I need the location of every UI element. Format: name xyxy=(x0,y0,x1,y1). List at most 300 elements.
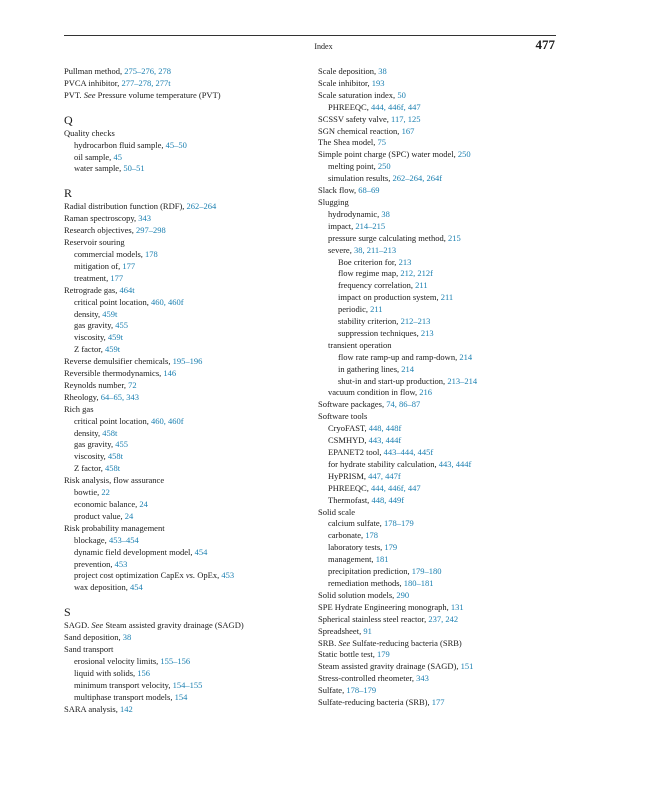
entry-term: calcium sulfate, xyxy=(328,518,384,529)
entry-term: Sand transport xyxy=(64,644,114,655)
index-entry xyxy=(64,66,299,78)
index-subentry xyxy=(64,163,299,175)
index-entry xyxy=(64,644,299,656)
entry-term: precipitation prediction, xyxy=(328,566,412,577)
index-entry xyxy=(318,149,563,161)
index-entry xyxy=(64,213,299,225)
page-reference-link[interactable]: 213 xyxy=(398,256,412,267)
page-reference-link[interactable]: 177 xyxy=(110,272,124,283)
index-subentry xyxy=(318,447,563,459)
entry-term: SRB. xyxy=(318,637,339,648)
page-reference-link[interactable]: 178–179 xyxy=(383,518,414,529)
entry-term: gas gravity, xyxy=(74,320,116,331)
entry-term: Solid solution models, xyxy=(318,589,397,600)
page-reference-link[interactable]: 214 xyxy=(401,363,415,374)
entry-term: impact on production system, xyxy=(338,292,441,303)
page-reference-link[interactable]: 453 xyxy=(221,570,235,581)
section-letter: Q xyxy=(64,112,73,127)
entry-term: prevention, xyxy=(74,558,115,569)
index-entry xyxy=(64,704,299,716)
page-reference-link[interactable]: 74, 86–87 xyxy=(386,399,421,410)
page-reference-link[interactable]: 181 xyxy=(375,554,389,565)
page-reference-link[interactable]: 179 xyxy=(384,542,398,553)
page-reference-link[interactable]: 151 xyxy=(460,661,474,672)
index-entry xyxy=(64,78,299,90)
page-reference-link[interactable]: 146 xyxy=(163,368,177,379)
index-subentry xyxy=(318,376,563,388)
index-subentry xyxy=(64,249,299,261)
page-reference-link[interactable]: 214–215 xyxy=(355,220,386,231)
page-reference-link[interactable]: 22 xyxy=(101,487,110,498)
page-reference-link[interactable]: 453–454 xyxy=(108,534,139,545)
entry-term: Sand deposition, xyxy=(64,632,123,643)
entry-term: multiphase transport models, xyxy=(74,691,175,702)
entry-term: Sulfate-reducing bacteria (SRB), xyxy=(318,697,432,708)
page-reference-link[interactable]: 250 xyxy=(457,149,471,160)
index-subentry xyxy=(318,387,563,399)
page-reference-link[interactable]: 68–69 xyxy=(358,185,380,196)
entry-term: SARA analysis, xyxy=(64,703,120,714)
index-subentry xyxy=(64,273,299,285)
page-reference-link[interactable]: 343 xyxy=(138,213,152,224)
page-reference-link[interactable]: 38 xyxy=(378,66,387,76)
entry-term: Retrograde gas, xyxy=(64,284,120,295)
entry-term: product value, xyxy=(74,510,125,521)
index-subentry xyxy=(318,268,563,280)
index-subentry xyxy=(64,416,299,428)
page-reference-link[interactable]: 177 xyxy=(122,260,136,271)
page-reference-link[interactable]: 212–213 xyxy=(400,316,431,327)
index-entry xyxy=(318,649,563,661)
entry-term: blockage, xyxy=(74,534,109,545)
entry-term: pressure surge calculating method, xyxy=(328,232,448,243)
entry-term: hydrodynamic, xyxy=(328,208,382,219)
page-reference-link[interactable]: 275–276, 278 xyxy=(124,66,171,76)
entry-term: SCSSV safety valve, xyxy=(318,113,392,124)
entry-term: Spreadsheet, xyxy=(318,625,364,636)
index-entry xyxy=(64,404,299,416)
page-reference-link[interactable]: 50 xyxy=(397,89,406,100)
page-reference-link[interactable]: 45–50 xyxy=(165,139,187,150)
page-reference-link[interactable]: 45 xyxy=(113,151,122,162)
index-entry xyxy=(64,523,299,535)
page-reference-link[interactable]: 38 xyxy=(122,632,132,643)
entry-term: Research objectives, xyxy=(64,225,136,236)
see-reference-label: See xyxy=(338,637,351,648)
entry-term: suppression techniques, xyxy=(338,327,421,338)
index-column-right xyxy=(318,66,563,709)
entry-term: Software tools xyxy=(318,411,368,422)
page-reference-link[interactable]: 213–214 xyxy=(447,375,478,386)
page-reference-link[interactable]: 193 xyxy=(371,77,385,88)
page-reference-link[interactable]: 250 xyxy=(377,161,391,172)
page-reference-link[interactable]: 117, 125 xyxy=(391,113,421,124)
index-subentry xyxy=(318,578,563,590)
index-subentry xyxy=(64,320,299,332)
index-subentry xyxy=(318,554,563,566)
page-reference-link[interactable]: 237, 242 xyxy=(428,613,459,624)
index-entry xyxy=(64,128,299,140)
index-entry xyxy=(318,685,563,697)
entry-term: stability criterion, xyxy=(338,316,401,327)
page-reference-link[interactable]: 277–278, 277t xyxy=(121,77,171,88)
entry-term: vacuum condition in flow, xyxy=(328,387,420,398)
index-subentry xyxy=(318,304,563,316)
index-subentry xyxy=(64,487,299,499)
page-reference-link[interactable]: 443, 444f xyxy=(438,458,472,469)
section-letter: S xyxy=(64,605,71,620)
page-reference-link[interactable]: 179–180 xyxy=(411,566,442,577)
index-entry xyxy=(318,66,563,78)
entry-term: for hydrate stability calculation, xyxy=(328,458,439,469)
index-subentry xyxy=(318,280,563,292)
page-reference-link[interactable]: 131 xyxy=(450,601,464,612)
page-reference-link[interactable]: 216 xyxy=(419,387,433,398)
index-entry xyxy=(318,614,563,626)
entry-term: remediation methods, xyxy=(328,577,404,588)
entry-term: density, xyxy=(74,308,103,319)
page-reference-link[interactable]: 75 xyxy=(377,137,386,148)
page-reference-link[interactable]: 459t xyxy=(102,308,118,319)
index-subentry xyxy=(318,459,563,471)
entry-term: HyPRISM, xyxy=(328,470,369,481)
entry-term: dynamic field development model, xyxy=(74,546,195,557)
entry-term: Quality checks xyxy=(64,127,115,138)
page-reference-link[interactable]: 460, 460f xyxy=(150,415,184,426)
entry-term: Reservoir souring xyxy=(64,237,125,248)
entry-term: density, xyxy=(74,427,103,438)
index-subentry xyxy=(64,463,299,475)
page-reference-link[interactable]: 444, 446f, 447 xyxy=(370,482,421,493)
index-subentry xyxy=(318,471,563,483)
index-entry xyxy=(64,380,299,392)
see-reference-target: OpEx, xyxy=(195,570,222,581)
index-entry xyxy=(318,602,563,614)
index-entry xyxy=(64,225,299,237)
entry-term: PHREEQC, xyxy=(328,482,371,493)
entry-term: Stress-controlled rheometer, xyxy=(318,673,417,684)
entry-term: flow rate ramp-up and ramp-down, xyxy=(338,351,460,362)
index-subentry xyxy=(318,102,563,114)
page-reference-link[interactable]: 154 xyxy=(174,691,188,702)
page-reference-link[interactable]: 455 xyxy=(115,320,128,331)
entry-term: SPE Hydrate Engineering monograph, xyxy=(318,601,451,612)
index-entry xyxy=(64,237,299,249)
index-subentry xyxy=(64,439,299,451)
index-subentry xyxy=(318,483,563,495)
index-entry xyxy=(64,90,299,102)
entry-term: Boe criterion for, xyxy=(338,256,399,267)
index-subentry xyxy=(318,518,563,530)
entry-term: impact, xyxy=(328,220,356,231)
index-entry xyxy=(318,411,563,423)
index-entry xyxy=(318,507,563,519)
index-subentry xyxy=(64,309,299,321)
index-entry xyxy=(318,114,563,126)
page-reference-link[interactable]: 453 xyxy=(114,558,128,569)
index-entry xyxy=(318,673,563,685)
index-entry xyxy=(64,475,299,487)
entry-term: Rheology, xyxy=(64,391,101,402)
index-subentry xyxy=(64,451,299,463)
entry-term: The Shea model, xyxy=(318,137,378,148)
see-reference-target: Sulfate-reducing bacteria (SRB) xyxy=(350,637,462,648)
page-reference-link[interactable]: 178 xyxy=(145,248,158,259)
page-reference-link[interactable]: 38 xyxy=(381,208,390,219)
page-reference-link[interactable]: 455 xyxy=(115,439,128,450)
running-head: Index xyxy=(314,42,333,51)
entry-term: PVT. xyxy=(64,89,84,100)
index-subentry xyxy=(64,582,299,594)
page-reference-link[interactable]: 180–181 xyxy=(403,577,434,588)
index-subentry xyxy=(64,656,299,668)
page-reference-link[interactable]: 454 xyxy=(194,546,208,557)
index-subentry xyxy=(318,292,563,304)
index-subentry xyxy=(64,261,299,273)
page-reference-link[interactable]: 343 xyxy=(416,673,429,684)
index-entry xyxy=(64,392,299,404)
index-entry xyxy=(318,197,563,209)
page-reference-link[interactable]: 213 xyxy=(420,327,434,338)
index-subentry xyxy=(318,364,563,376)
index-entry xyxy=(64,368,299,380)
page-number: 477 xyxy=(535,37,555,52)
index-subentry xyxy=(64,332,299,344)
entry-term: Rich gas xyxy=(64,403,94,414)
page-reference-link[interactable]: 464t xyxy=(119,284,135,295)
page-reference-link[interactable]: 262–264, 264f xyxy=(392,173,443,184)
entry-term: Sulfate, xyxy=(318,685,347,696)
see-reference-label: vs. xyxy=(185,570,196,581)
page-reference-link[interactable]: 447, 447f xyxy=(368,470,401,481)
index-subentry xyxy=(318,423,563,435)
index-subentry xyxy=(318,566,563,578)
entry-term: PHREEQC, xyxy=(328,101,371,112)
entry-term: carbonate, xyxy=(328,530,366,541)
entry-term: in gathering lines, xyxy=(338,363,402,374)
page-reference-link[interactable]: 179 xyxy=(377,649,390,660)
index-entry xyxy=(318,399,563,411)
index-subentry xyxy=(318,435,563,447)
page-reference-link[interactable]: 91 xyxy=(363,625,372,636)
page-reference-link[interactable]: 212, 212f xyxy=(400,268,433,279)
index-entry xyxy=(64,620,299,632)
index-subentry xyxy=(318,233,563,245)
index-entry xyxy=(64,632,299,644)
entry-term: economic balance, xyxy=(74,499,140,509)
page-reference-link[interactable]: 142 xyxy=(119,703,133,714)
page-reference-link[interactable]: 448, 448f xyxy=(368,423,402,434)
page-reference-link[interactable]: 177 xyxy=(431,697,445,708)
section-letter: R xyxy=(64,186,73,201)
index-entry xyxy=(318,626,563,638)
index-subentry xyxy=(318,209,563,221)
index-subentry xyxy=(318,316,563,328)
index-entry xyxy=(318,137,563,149)
page-reference-link[interactable]: 448, 449f xyxy=(371,494,405,505)
entry-term: periodic, xyxy=(338,304,371,315)
entry-term: Scale inhibitor, xyxy=(318,77,372,88)
see-reference-label: See xyxy=(91,620,104,631)
page-reference-link[interactable]: 167 xyxy=(401,125,415,136)
entry-term: Pullman method, xyxy=(64,66,125,76)
page-reference-link[interactable]: 262–264 xyxy=(186,201,217,212)
index-subentry xyxy=(64,535,299,547)
entry-term: Scale saturation index, xyxy=(318,89,398,100)
entry-term: project cost optimization CapEx xyxy=(74,570,186,581)
entry-term: simulation results, xyxy=(328,173,393,184)
index-subentry xyxy=(318,542,563,554)
page-reference-link[interactable]: 211 xyxy=(415,280,428,291)
index-subentry xyxy=(318,161,563,173)
index-subentry xyxy=(64,570,299,582)
index-subentry xyxy=(318,257,563,269)
entry-term: frequency correlation, xyxy=(338,280,416,291)
header-rule xyxy=(64,35,556,36)
entry-term: Steam assisted gravity drainage (SAGD), xyxy=(318,661,461,672)
entry-term: hydrocarbon fluid sample, xyxy=(74,139,166,150)
entry-term: laboratory tests, xyxy=(328,542,385,553)
page-reference-link[interactable]: 155–156 xyxy=(160,655,191,666)
entry-term: minimum transport velocity, xyxy=(74,679,173,690)
index-subentry xyxy=(64,499,299,511)
entry-term: liquid with solids, xyxy=(74,667,138,678)
entry-term: Slack flow, xyxy=(318,185,359,196)
entry-term: Reynolds number, xyxy=(64,379,129,390)
index-subentry xyxy=(318,328,563,340)
entry-term: Slugging xyxy=(318,196,349,207)
index-entry xyxy=(318,638,563,650)
entry-term: management, xyxy=(328,554,376,565)
entry-term: Simple point charge (SPC) water model, xyxy=(318,149,458,160)
index-subentry xyxy=(64,344,299,356)
entry-term: oil sample, xyxy=(74,151,114,162)
entry-term: Risk analysis, flow assurance xyxy=(64,475,165,486)
page-reference-link[interactable]: 24 xyxy=(124,510,134,521)
page-reference-link[interactable]: 156 xyxy=(137,667,151,678)
entry-term: viscosity, xyxy=(74,451,108,462)
entry-term: water sample, xyxy=(74,163,124,174)
page-reference-link[interactable]: 454 xyxy=(129,582,143,593)
page-reference-link[interactable]: 211 xyxy=(370,304,383,315)
entry-term: EPANET2 tool, xyxy=(328,447,384,457)
index-entry xyxy=(64,201,299,213)
page-reference-link[interactable]: 50–51 xyxy=(123,163,145,174)
page-reference-link[interactable]: 458t xyxy=(105,463,121,474)
index-subentry xyxy=(318,221,563,233)
index-subentry xyxy=(64,547,299,559)
index-subentry xyxy=(318,245,563,257)
page-reference-link[interactable]: 24 xyxy=(139,499,148,509)
entry-term: transient operation xyxy=(328,339,392,350)
index-subentry xyxy=(64,297,299,309)
page-reference-link[interactable]: 38, 211–213 xyxy=(353,244,397,255)
entry-term: flow regime map, xyxy=(338,268,401,279)
index-subentry xyxy=(318,495,563,507)
page-reference-link[interactable]: 215 xyxy=(448,232,461,243)
index-subentry xyxy=(64,428,299,440)
page-reference-link[interactable]: 460, 460f xyxy=(150,296,184,307)
entry-term: bowtie, xyxy=(74,487,102,498)
index-subentry xyxy=(64,559,299,571)
entry-term: melting point, xyxy=(328,161,378,172)
index-entry xyxy=(318,126,563,138)
page-reference-link[interactable]: 178–179 xyxy=(346,685,377,696)
entry-term: critical point location, xyxy=(74,415,151,426)
page-reference-link[interactable]: 443, 444f xyxy=(368,435,402,446)
page-reference-link[interactable]: 214 xyxy=(459,351,473,362)
page-reference-link[interactable]: 154–155 xyxy=(172,679,203,690)
index-subentry xyxy=(64,680,299,692)
page-reference-link[interactable]: 443–444, 445f xyxy=(383,447,434,457)
entry-term: Raman spectroscopy, xyxy=(64,213,139,224)
entry-term: wax deposition, xyxy=(74,582,130,593)
see-reference-label: See xyxy=(83,89,96,100)
entry-term: Reversible thermodynamics, xyxy=(64,368,164,379)
page-reference-link[interactable]: 290 xyxy=(396,589,410,600)
page-reference-link[interactable]: 444, 446f, 447 xyxy=(370,101,421,112)
entry-term: PVCA inhibitor, xyxy=(64,77,122,88)
entry-term: Spherical stainless steel reactor, xyxy=(318,613,429,624)
see-reference-target: Pressure volume temperature (PVT) xyxy=(95,89,221,100)
index-entry xyxy=(64,285,299,297)
index-column-left xyxy=(64,66,299,716)
entry-term: erosional velocity limits, xyxy=(74,655,161,666)
index-entry xyxy=(318,661,563,673)
page-reference-link[interactable]: 459t xyxy=(107,332,124,343)
index-subentry xyxy=(318,352,563,364)
entry-term: Solid scale xyxy=(318,506,356,517)
index-subentry xyxy=(318,340,563,352)
index-subentry xyxy=(64,511,299,523)
index-entry xyxy=(318,185,563,197)
page-reference-link[interactable]: 195–196 xyxy=(172,356,203,367)
index-entry xyxy=(64,356,299,368)
entry-term: commercial models, xyxy=(74,248,146,259)
page-reference-link[interactable]: 458t xyxy=(107,451,124,462)
entry-term: viscosity, xyxy=(74,332,108,343)
entry-term: Radial distribution function (RDF), xyxy=(64,201,187,212)
index-entry xyxy=(318,697,563,709)
page-reference-link[interactable]: 297–298 xyxy=(135,225,166,236)
entry-term: Thermofast, xyxy=(328,494,372,505)
index-entry xyxy=(318,90,563,102)
page-reference-link[interactable]: 72 xyxy=(128,379,137,390)
page-reference-link[interactable]: 178 xyxy=(365,530,379,541)
index-subentry xyxy=(318,173,563,185)
index-entry xyxy=(318,590,563,602)
entry-term: shut-in and start-up production, xyxy=(338,375,448,386)
entry-term: SAGD. xyxy=(64,620,92,631)
page-reference-link[interactable]: 64–65, 343 xyxy=(100,391,140,402)
index-subentry xyxy=(64,668,299,680)
entry-term: Z factor, xyxy=(74,463,106,474)
see-reference-target: Steam assisted gravity drainage (SAGD) xyxy=(103,620,244,631)
entry-term: CryoFAST, xyxy=(328,423,369,434)
entry-term: Software packages, xyxy=(318,399,387,410)
entry-term: severe, xyxy=(328,244,354,255)
entry-term: Reverse demulsifier chemicals, xyxy=(64,356,173,367)
entry-term: treatment, xyxy=(74,272,111,283)
entry-term: mitigation of, xyxy=(74,260,123,271)
page-reference-link[interactable]: 458t xyxy=(102,427,118,438)
index-subentry xyxy=(64,152,299,164)
entry-term: critical point location, xyxy=(74,296,151,307)
entry-term: Scale deposition, xyxy=(318,66,379,76)
page-reference-link[interactable]: 211 xyxy=(440,292,454,303)
index-subentry xyxy=(64,140,299,152)
page-reference-link[interactable]: 459t xyxy=(105,344,121,355)
